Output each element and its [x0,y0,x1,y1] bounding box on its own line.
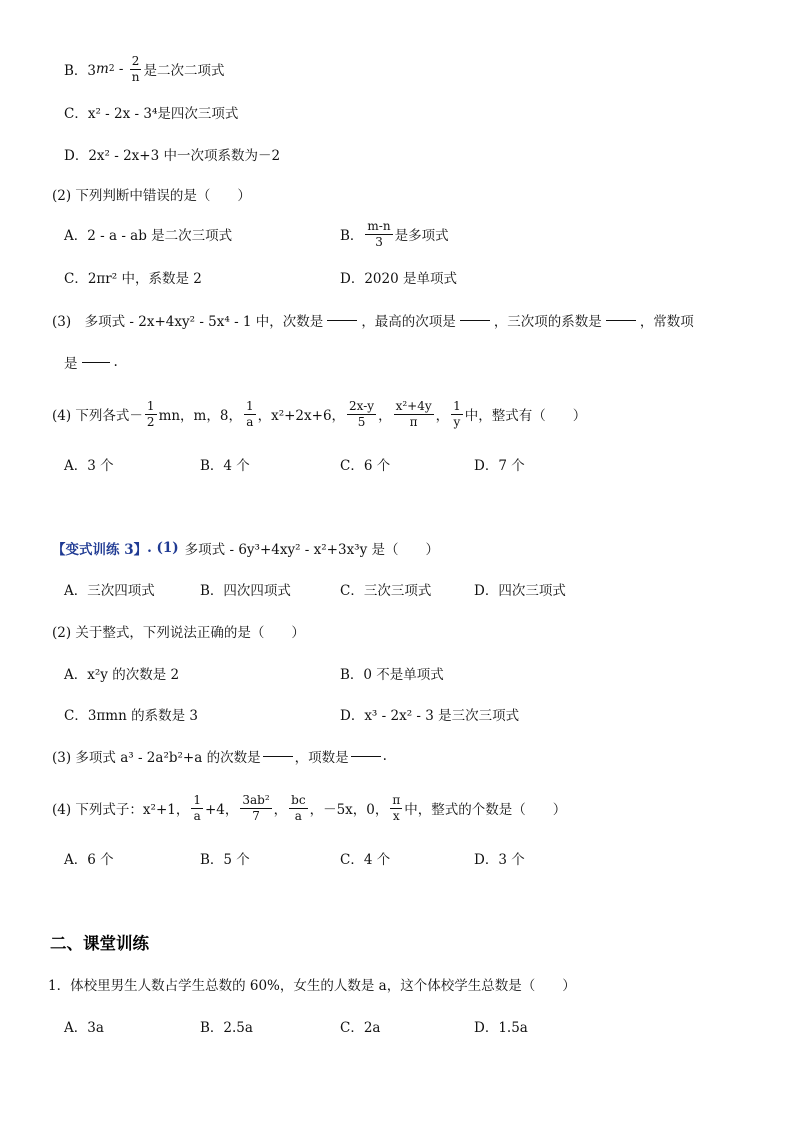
question-text: . [382,748,387,764]
v3-q1-option-d [474,579,566,599]
frac-num: 3ab² [242,792,270,807]
fraction [145,400,157,428]
q1-option-c [64,102,238,122]
q4-option-c [340,454,390,474]
answer-blank[interactable] [460,319,490,321]
frac-num: x²+4y [395,398,432,413]
option-label: B． [340,228,364,244]
fraction [289,794,307,822]
q4-option-b [200,454,250,474]
option-text: 是二次二项式 [143,63,225,79]
question-text: 中，整式有（ ） [464,408,587,424]
section-heading [50,930,149,954]
option-text: A．三次四项式 [64,583,155,599]
question-text: ，x²+2x+6， [257,408,346,424]
question-text: . [113,354,118,370]
frac-den: a [246,414,254,429]
s2-q1-option-d [474,1016,528,1036]
q3-line1 [52,310,694,330]
q4-option-a [64,454,114,474]
frac-den: 7 [252,808,260,823]
frac-num: 1 [245,398,254,413]
option-label: B．3 [64,63,97,79]
option-text: B．4 个 [200,458,250,474]
s2-q1-option-a [64,1016,104,1036]
option-text: 2x² - 2x+3 中一次项系数为－2 [88,148,281,164]
q3-line2 [64,352,118,372]
q2-option-a [64,224,232,244]
question-text: ，项数是 [294,750,349,766]
option-text: x² - 2x - 3⁴是四次三项式 [87,106,239,122]
question-number: . (1) [147,540,179,556]
option-label: D． [64,148,89,164]
answer-blank[interactable] [82,361,110,363]
fraction-m-n-over-3 [365,220,392,248]
option-text: C．2πr² 中，系数是 2 [64,271,202,287]
s2-q1-stem [48,974,576,994]
minus: - [114,61,128,77]
v3-q4-stem [52,789,566,827]
option-text: A．3 个 [64,458,114,474]
option-text: A．6 个 [64,852,114,868]
v3-q1-stem [52,538,439,558]
answer-blank[interactable] [327,319,357,321]
frac-num: π [392,792,401,807]
q2-stem [52,184,251,204]
s2-q1-option-b [200,1016,253,1036]
option-text: 是多项式 [394,228,449,244]
question-text: (3) 多项式 a³ - 2a²b²+a 的次数是 [52,750,261,766]
var-m: m [96,61,109,77]
question-text: 是 [64,356,78,372]
v3-q1-option-c [340,579,431,599]
q4-option-d [474,454,525,474]
frac-den: a [193,808,201,823]
question-text: mn，m，8， [158,408,242,424]
v3-q4-option-c [340,848,390,868]
option-text: C．2a [340,1020,381,1036]
question-text: (3) 多项式 - 2x+4xy² - 5x⁴ - 1 中，次数是 [52,314,324,330]
question-text: 中，整式的个数是（ ） [404,802,567,818]
fraction [244,400,256,428]
option-text: D．x³ - 2x² - 3 是三次三项式 [340,708,520,724]
option-text: B．0 不是单项式 [340,667,444,683]
v3-q2-option-b [340,663,444,683]
option-text: D．2020 是单项式 [340,271,457,287]
frac-num: 1 [146,398,155,413]
option-text: D．1.5a [474,1020,528,1036]
frac-den: x [392,808,400,823]
fraction-2-over-n [130,55,142,83]
frac-num: bc [291,792,306,807]
option-text: A．x²y 的次数是 2 [64,667,180,683]
question-text: 多项式 - 6y³+4xy² - x²+3x³y 是（ ） [184,542,440,558]
fraction [390,794,402,822]
question-text: 1．体校里男生人数占学生总数的 60%，女生的人数是 a，这个体校学生总数是（ ） [48,978,576,994]
v3-q2-option-a [64,663,179,683]
option-text: A．3a [64,1020,104,1036]
fraction [240,794,271,822]
frac-den: 5 [357,414,366,429]
option-text: C．三次三项式 [340,583,432,599]
section-label: 【变式训练 3】 [52,542,148,558]
v3-q2-stem [52,621,305,641]
fraction [191,794,203,822]
v3-q4-option-b [200,848,250,868]
fraction [347,400,376,428]
v3-q4-option-a [64,848,114,868]
q2-option-b [340,220,449,248]
frac-num: 1 [193,792,201,807]
question-text: ， [378,408,392,424]
option-text: B．2.5a [200,1020,253,1036]
option-text: A．2 - a - ab 是二次三项式 [64,228,233,244]
frac-num: 2x-y [349,398,375,413]
frac-den: 3 [375,234,383,249]
frac-num: 1 [453,398,461,413]
option-text: C．3πmn 的系数是 3 [64,708,198,724]
fraction [394,400,434,428]
question-text: ，三次项的系数是 [493,314,602,330]
v3-q2-option-c [64,704,198,724]
frac-num: m-n [367,218,391,233]
q2-option-d [340,267,457,287]
option-text: C．4 个 [340,852,391,868]
v3-q4-option-d [474,848,525,868]
frac-den: y [453,414,461,429]
frac-num: 2 [131,53,140,68]
v3-q1-option-a [64,579,155,599]
q2-option-c [64,267,202,287]
option-text: B．四次四项式 [200,583,291,599]
option-label: C． [64,106,88,122]
question-text: ， [273,802,288,818]
v3-q3 [52,746,387,766]
question-text: ， [435,408,450,424]
question-text: (2) 关于整式，下列说法正确的是（ ） [52,625,305,641]
question-text: ，－5x，0， [309,802,389,818]
question-text: (4) 下列各式－ [52,408,143,424]
question-text: (4) 下列式子：x²+1， [52,802,190,818]
fraction [451,400,463,428]
heading-text: 二、课堂训练 [50,934,149,953]
q1-option-d [64,144,280,164]
frac-den: 2 [146,414,155,429]
question-text: ，常数项 [639,314,694,330]
answer-blank[interactable] [263,755,293,757]
q4-stem [52,396,586,432]
option-text: D．7 个 [474,458,525,474]
question-text: (2) 下列判断中错误的是（ ） [52,188,251,204]
frac-den: n [131,69,140,84]
v3-q2-option-d [340,704,519,724]
s2-q1-option-c [340,1016,380,1036]
answer-blank[interactable] [351,755,381,757]
v3-q1-option-b [200,579,291,599]
option-text: D．四次三项式 [474,583,566,599]
q1-option-b: B．3 m 2 - $\frac{2}{n}$ 是二次二项式 [64,53,225,84]
question-text: +4， [204,802,239,818]
answer-blank[interactable] [606,319,636,321]
frac-den: π [409,414,418,429]
option-text: C．6 个 [340,458,391,474]
question-text: ，最高的次项是 [361,314,456,330]
frac-den: a [294,808,302,823]
option-text: B．5 个 [200,852,250,868]
option-text: D．3 个 [474,852,525,868]
